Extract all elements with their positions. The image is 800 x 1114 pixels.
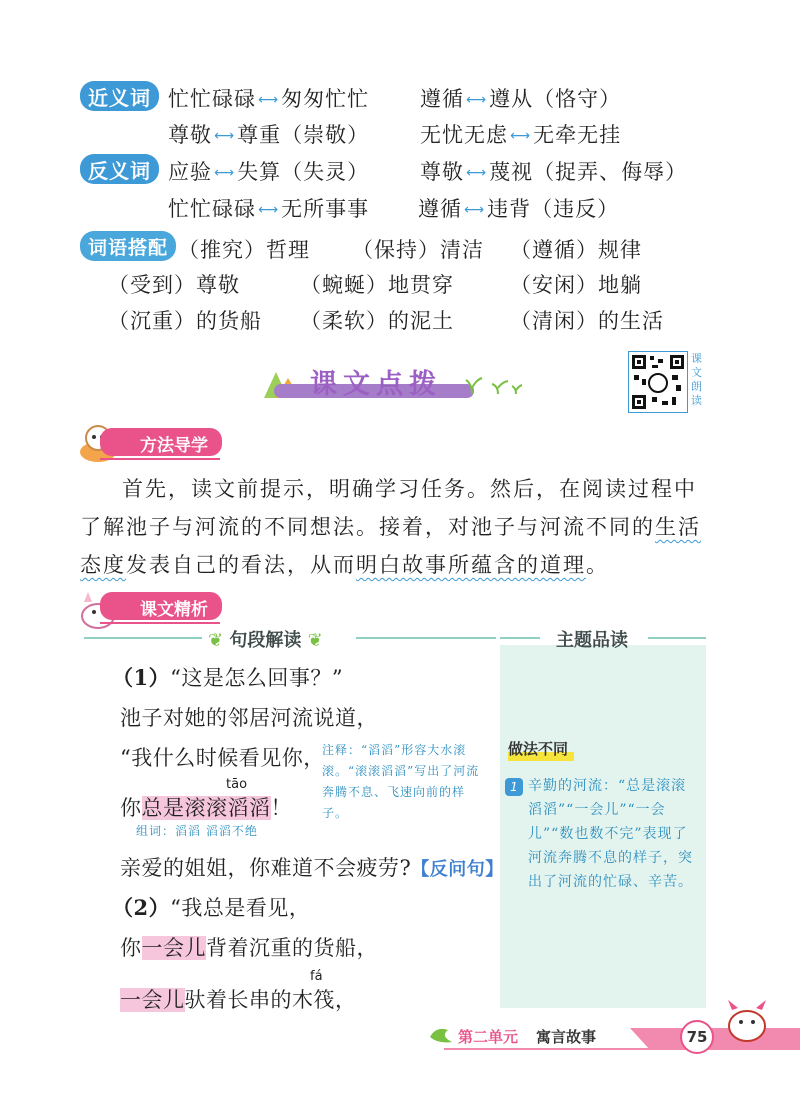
poem-line: 你总是滚滚滔滔！ — [120, 796, 292, 820]
synonym-pair: 尊敬 ⟷尊重（崇敬） — [168, 123, 370, 147]
double-arrow-icon: ⟷ — [258, 92, 280, 108]
double-arrow-icon: ⟷ — [214, 128, 236, 144]
collocation-item: （沉重）的货船 — [108, 309, 262, 333]
sprout-icon — [464, 372, 524, 396]
tag-underline — [100, 622, 220, 624]
qr-code-icon[interactable] — [628, 351, 688, 413]
footer-unit: 第二单元 — [458, 1028, 519, 1046]
highlight-phrase: 一会儿 — [141, 936, 206, 960]
collocation-item: （蜿蜒）地贯穿 — [300, 273, 454, 297]
antonyms-tag: 反义词 — [80, 154, 159, 184]
method-tag: 方法导学 — [100, 428, 222, 456]
mascot-icon — [722, 996, 772, 1044]
highlight-moral: 明白故事所蕴含的道理 — [356, 553, 586, 577]
synonyms-tag: 近义词 — [80, 81, 159, 111]
poem-line: 一会儿驮着长串的木筏， — [120, 988, 357, 1012]
section-banner — [260, 362, 490, 398]
collocation-item: （推究）哲理 — [178, 238, 310, 262]
highlight-phrase: 总是滚滚滔滔 — [141, 796, 271, 820]
footer-unit-title: 寓言故事 — [536, 1028, 597, 1046]
synonym-pair: 忙忙碌碌 ⟷匆匆忙忙 — [168, 87, 370, 111]
poem-line: 你一会儿背着沉重的货船， — [120, 936, 378, 960]
synonym-pair: 遵循 ⟷遵从（恪守） — [420, 87, 622, 111]
analysis-tag: 课文精析 — [100, 592, 222, 620]
collocation-item: （安闲）地躺 — [510, 273, 642, 297]
highlight-life-attitude: 生活态度 — [80, 515, 701, 577]
double-arrow-icon: ⟷ — [464, 202, 486, 218]
double-arrow-icon: ⟷ — [510, 128, 532, 144]
side-number-badge: 1 — [505, 778, 523, 796]
synonym-pair: 无忧无虑 ⟷无牵无挂 — [420, 123, 622, 147]
antonym-pair: 遵循 ⟷违背（违反） — [418, 197, 620, 221]
poem-line: （2）“我总是看见， — [112, 895, 311, 920]
header-line-mid — [356, 637, 496, 639]
header-line-left — [84, 637, 202, 639]
qr-label: 课文朗读 — [691, 352, 702, 407]
highlight-phrase: 一会儿 — [120, 988, 185, 1012]
collocation-item: （保持）清洁 — [352, 238, 484, 262]
explain-note: 注释：“滔滔”形容大水滚滚。“滚滚滔滔”写出了河流奔腾不息、飞速向前的样子。 — [322, 743, 480, 820]
antonym-pair: 应验 ⟷失算（失灵） — [168, 160, 370, 184]
side-commentary: 辛勤的河流：“总是滚滚滔滔”“一会儿”“一会儿”“数也数不完”表现了河流奔腾不息的样子，突出了河流的忙碌、辛苦。 — [528, 778, 693, 890]
antonym-pair: 尊敬 ⟷蔑视（捉弄、侮辱） — [420, 160, 688, 184]
poem-line: “我什么时候看见你， — [120, 746, 325, 770]
section-title: 课文点拨 — [310, 369, 442, 400]
antonym-pair: 忙忙碌碌 ⟷无所事事 — [168, 197, 370, 221]
collocations-tag: 词语搭配 — [80, 231, 176, 261]
double-arrow-icon: ⟷ — [466, 92, 488, 108]
right-panel-heading: 主题品读 — [556, 630, 628, 651]
header-line-right — [500, 637, 540, 639]
tag-underline — [100, 458, 220, 460]
poem-line: 池子对她的邻居河流说道， — [120, 706, 378, 730]
poem-line: （1）“这是怎么回事？” — [112, 665, 344, 690]
collocation-item: （柔软）的泥土 — [300, 309, 454, 333]
rhetorical-question-tag: 【反问句】 — [411, 859, 504, 880]
pinyin-tao: tāo — [226, 777, 248, 792]
left-panel-heading: ❦ 句段解读 ❦ — [208, 630, 323, 651]
method-paragraph: 首先，读文前提示，明确学习任务。然后，在阅读过程中了解池子与河流的不同想法。接着，对池子与河流不同的生活态度发表自己的看法，从而明白故事所蕴含的道理。 — [80, 477, 701, 577]
collocation-item: （遵循）规律 — [510, 238, 642, 262]
double-arrow-icon: ⟷ — [214, 165, 236, 181]
pinyin-fa: fá — [310, 969, 323, 984]
word-note: 组词：滔滔 滔滔不绝 — [136, 824, 258, 838]
header-line-right2 — [648, 637, 706, 639]
collocation-item: （受到）尊敬 — [108, 273, 240, 297]
side-title: 做法不同 — [508, 740, 569, 758]
poem-line: 亲爱的姐姐，你难道不会疲劳?【反问句】 — [120, 856, 504, 880]
collocation-item: （清闲）的生活 — [510, 309, 664, 333]
page-number: 75 — [680, 1020, 714, 1054]
double-arrow-icon: ⟷ — [466, 165, 488, 181]
double-arrow-icon: ⟷ — [258, 202, 280, 218]
